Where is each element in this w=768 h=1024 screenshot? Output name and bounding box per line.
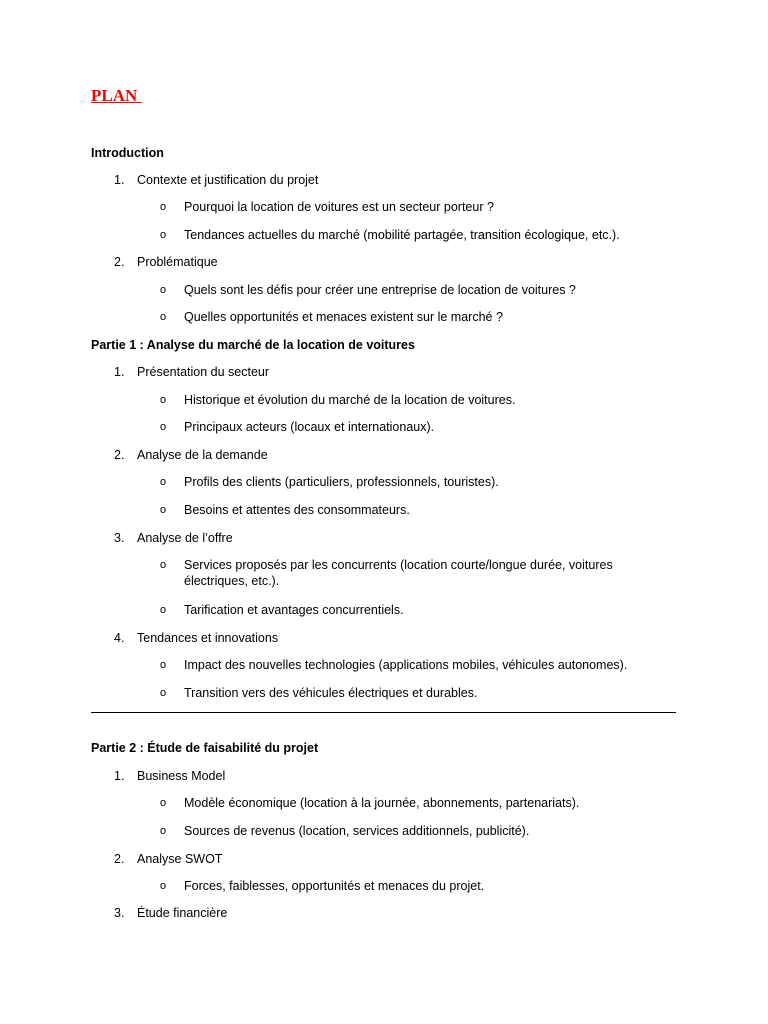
list-number: 2.: [114, 852, 125, 866]
bullet-icon: o: [160, 201, 167, 213]
bullet-icon: o: [160, 284, 167, 296]
bullet-icon: o: [160, 311, 167, 323]
bullet-icon: o: [160, 825, 167, 837]
list-item: Analyse de l’offre: [137, 531, 233, 545]
list-item: Présentation du secteur: [137, 365, 270, 379]
bullet-icon: o: [160, 687, 167, 699]
bullet-icon: o: [160, 797, 167, 809]
list-number: 3.: [114, 906, 125, 920]
bullet-icon: o: [160, 559, 167, 571]
list-number: 2.: [114, 255, 125, 269]
sub-list-item: Besoins et attentes des consommateurs.: [184, 503, 410, 517]
sub-list-item: Impact des nouvelles technologies (applications mobiles, véhicules autonomes).: [184, 658, 628, 672]
bullet-icon: o: [160, 421, 167, 433]
sub-list-item: Transition vers des véhicules électriques et durables.: [184, 686, 478, 700]
bullet-icon: o: [160, 394, 167, 406]
bullet-icon: o: [160, 604, 167, 616]
part1-heading: Partie 1 : Analyse du marché de la location de voitures: [91, 338, 415, 352]
bullet-icon: o: [160, 880, 167, 892]
sub-list-item: Quels sont les défis pour créer une entreprise de location de voitures ?: [184, 283, 576, 297]
list-number: 2.: [114, 448, 125, 462]
bullet-icon: o: [160, 504, 167, 516]
sub-list-item: Historique et évolution du marché de la location de voitures.: [184, 393, 516, 407]
bullet-icon: o: [160, 659, 167, 671]
sub-list-item: Forces, faiblesses, opportunités et menaces du projet.: [184, 879, 485, 893]
list-number: 1.: [114, 173, 125, 187]
bullet-icon: o: [160, 476, 167, 488]
horizontal-divider: [91, 712, 676, 713]
sub-list-item: Principaux acteurs (locaux et internationaux).: [184, 420, 435, 434]
list-number: 1.: [114, 769, 125, 783]
sub-list-item: Sources de revenus (location, services additionnels, publicité).: [184, 824, 530, 838]
list-item: Analyse SWOT: [137, 852, 223, 866]
list-number: 3.: [114, 531, 125, 545]
sub-list-item: Pourquoi la location de voitures est un secteur porteur ?: [184, 200, 494, 214]
list-item: Étude financière: [137, 906, 228, 920]
list-item: Business Model: [137, 769, 226, 783]
sub-list-item: Modèle économique (location à la journée, abonnements, partenariats).: [184, 796, 580, 810]
list-number: 4.: [114, 631, 125, 645]
list-number: 1.: [114, 365, 125, 379]
plan-title: PLAN: [91, 86, 142, 105]
list-item: Tendances et innovations: [137, 631, 279, 645]
list-item: Contexte et justification du projet: [137, 173, 319, 187]
sub-list-item: Tarification et avantages concurrentiels.: [184, 603, 404, 617]
sub-list-item: Quelles opportunités et menaces existent sur le marché ?: [184, 310, 503, 324]
list-item: Problématique: [137, 255, 218, 269]
sub-list-item: Tendances actuelles du marché (mobilité partagée, transition écologique, etc.).: [184, 228, 620, 242]
part2-heading: Partie 2 : Étude de faisabilité du projet: [91, 741, 319, 755]
bullet-icon: o: [160, 229, 167, 241]
list-item: Analyse de la demande: [137, 448, 268, 462]
sub-list-item: Services proposés par les concurrents (location courte/longue durée, voitures électriques, etc.).: [184, 558, 613, 588]
intro-heading: Introduction: [91, 146, 164, 160]
sub-list-item: Profils des clients (particuliers, professionnels, touristes).: [184, 475, 499, 489]
